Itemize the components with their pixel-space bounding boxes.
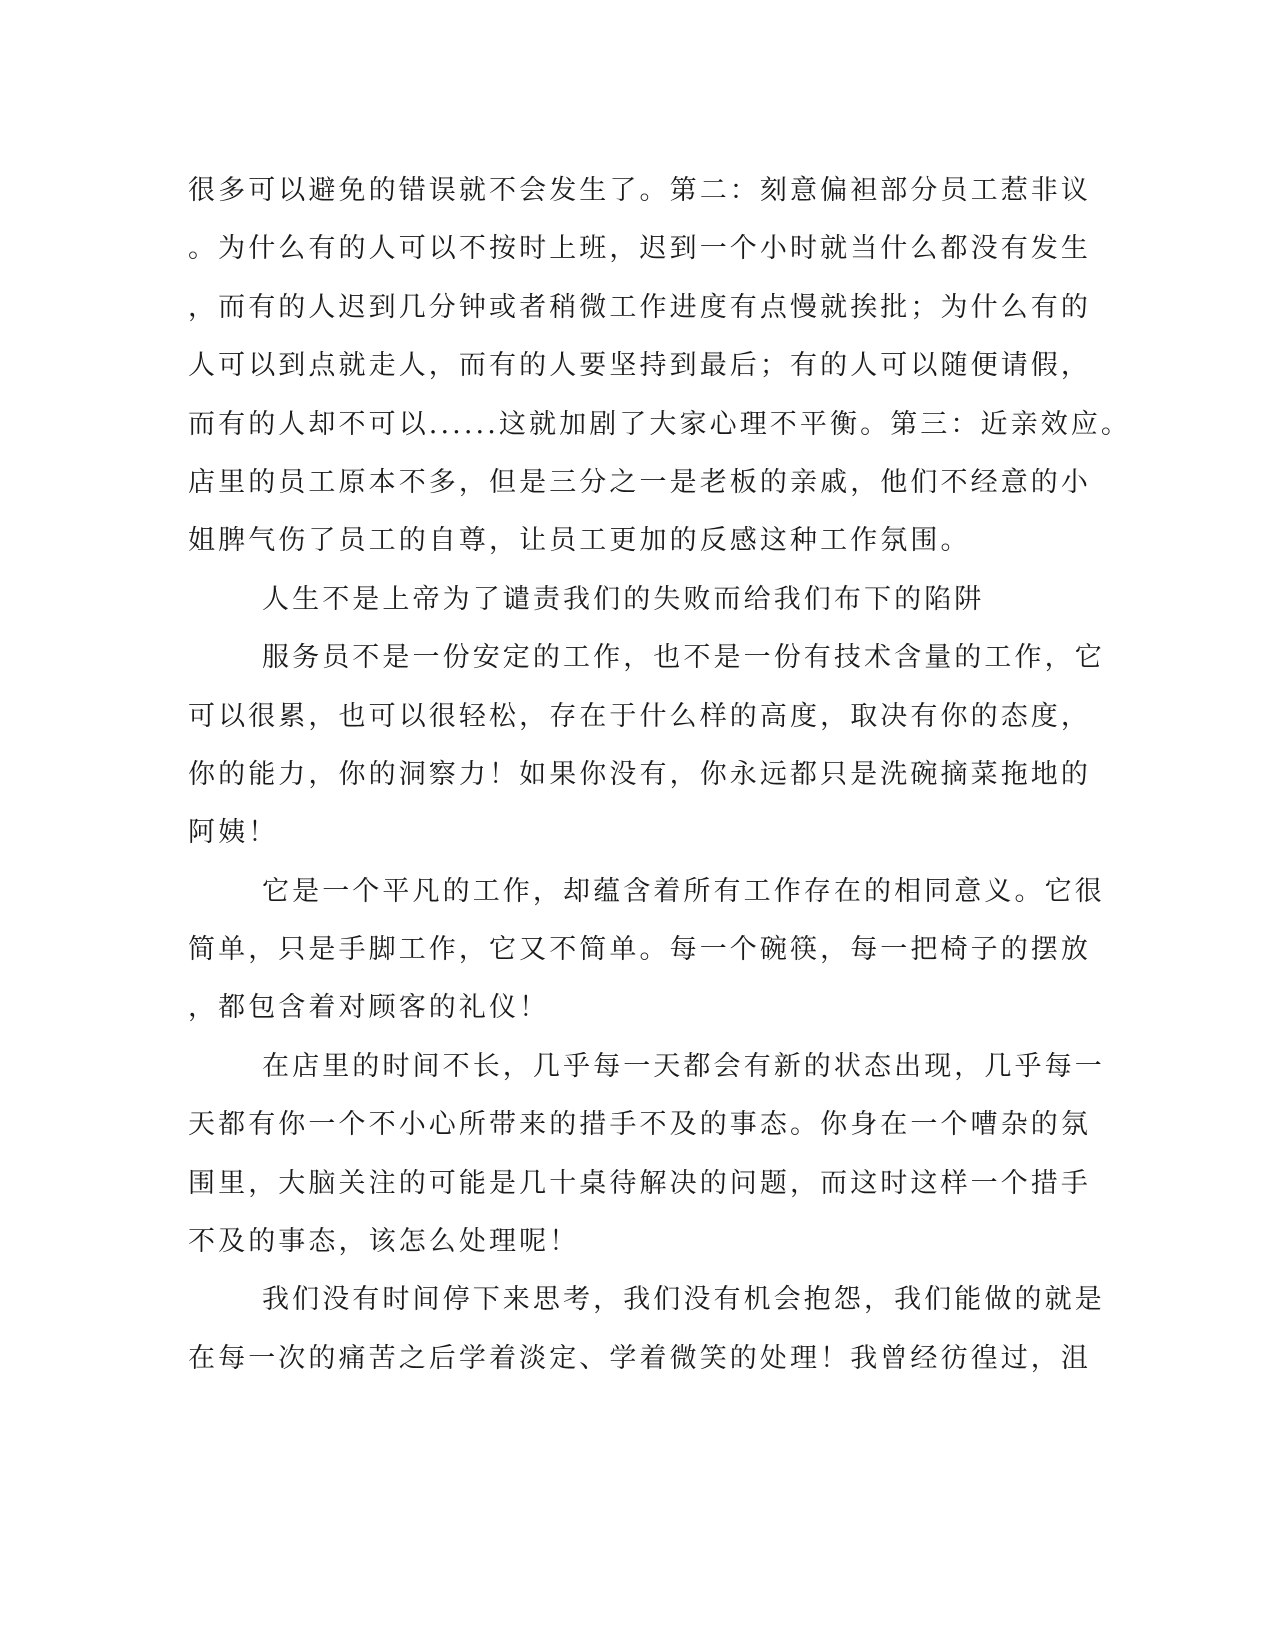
paragraph-start-line: 在店里的时间不长，几乎每一天都会有新的状态出现，几乎每一 <box>262 1050 1105 1082</box>
text-line: 人可以到点就走人，而有的人要坚持到最后；有的人可以随便请假， <box>188 350 1091 382</box>
body-text <box>188 162 1131 1388</box>
text-line: 围里，大脑关注的可能是几十桌待解决的问题，而这时这样一个措手 <box>188 1167 1091 1199</box>
text-line: 你的能力，你的洞察力！如果你没有，你永远都只是洗碗摘菜拖地的 <box>188 758 1091 790</box>
text-line: 在每一次的痛苦之后学着淡定、学着微笑的处理！我曾经彷徨过，沮 <box>188 1342 1091 1374</box>
text-line: 简单，只是手脚工作，它又不简单。每一个碗筷，每一把椅子的摆放 <box>188 934 1091 966</box>
paragraph-start-line: 服务员不是一份安定的工作，也不是一份有技术含量的工作，它 <box>262 642 1105 674</box>
paragraph-start-line: 我们没有时间停下来思考，我们没有机会抱怨，我们能做的就是 <box>262 1284 1105 1316</box>
section-heading: 人生不是上帝为了谴责我们的失败而给我们布下的陷阱 <box>262 583 985 615</box>
text-line: 姐脾气伤了员工的自尊，让员工更加的反感这种工作氛围。 <box>188 525 971 557</box>
text-line: ，都包含着对顾客的礼仪！ <box>188 992 550 1024</box>
text-line: 。为什么有的人可以不按时上班，迟到一个小时就当什么都没有发生 <box>188 233 1091 265</box>
paragraph-start-line: 它是一个平凡的工作，却蕴含着所有工作存在的相同意义。它很 <box>262 875 1105 907</box>
text-line: 阿姨！ <box>188 817 279 849</box>
text-line: 可以很累，也可以很轻松，存在于什么样的高度，取决有你的态度， <box>188 700 1091 732</box>
text-line: 店里的员工原本不多，但是三分之一是老板的亲戚，他们不经意的小 <box>188 466 1091 498</box>
text-line: ，而有的人迟到几分钟或者稍微工作进度有点慢就挨批；为什么有的 <box>188 291 1091 323</box>
text-line: 很多可以避免的错误就不会发生了。第二：刻意偏袒部分员工惹非议 <box>188 175 1091 206</box>
text-line: 而有的人却不可以......这就加剧了大家心理不平衡。第三：近亲效应。 <box>188 408 1131 440</box>
text-line: 天都有你一个不小心所带来的措手不及的事态。你身在一个嘈杂的氛 <box>188 1109 1091 1141</box>
text-line: 不及的事态，该怎么处理呢！ <box>188 1226 580 1258</box>
